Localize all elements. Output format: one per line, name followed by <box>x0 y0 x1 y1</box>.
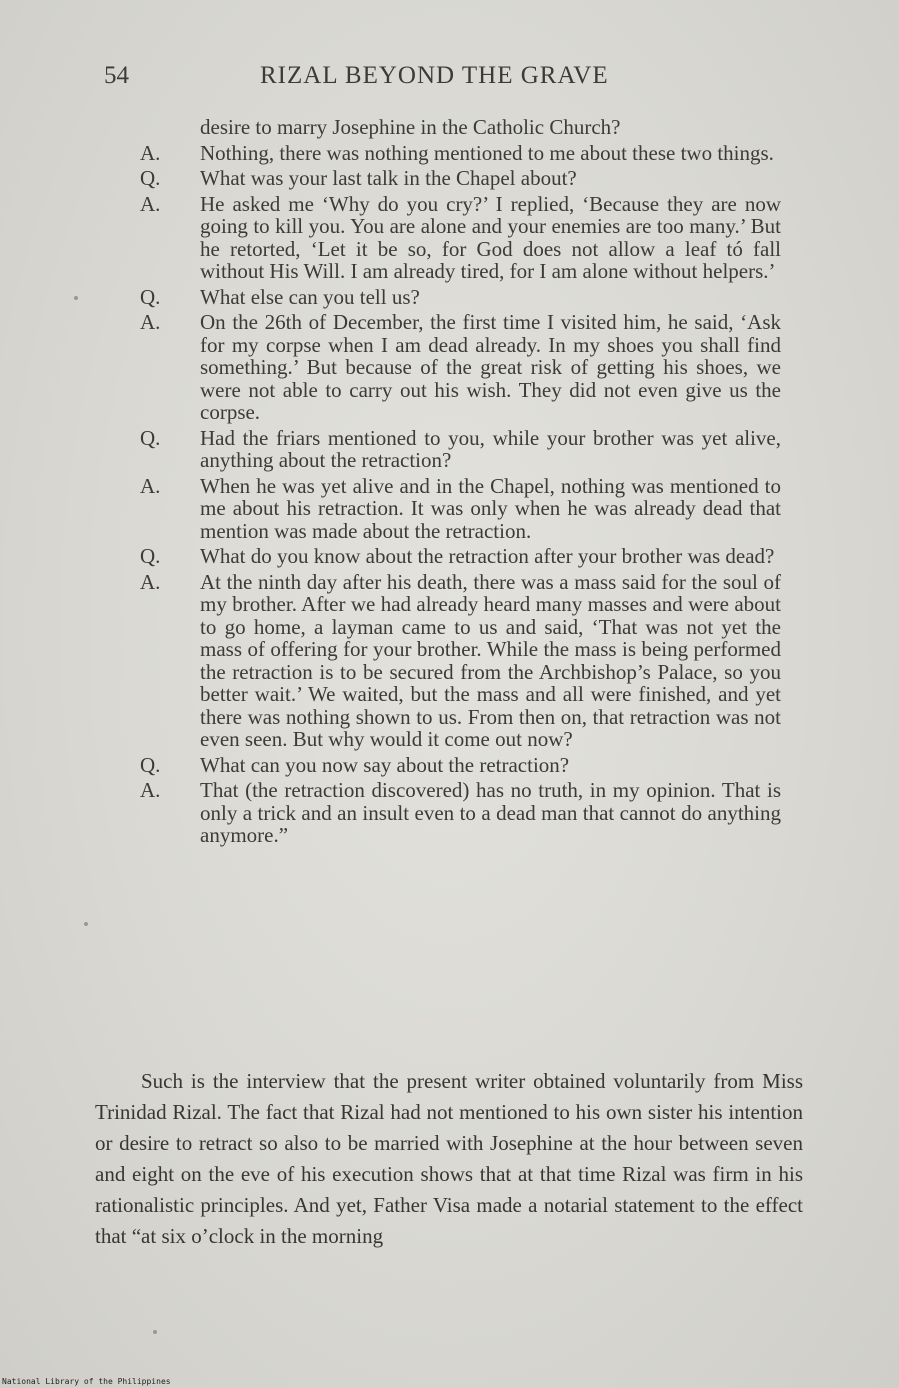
qa-text: Had the friars mentioned to you, while your brother was yet alive, anything about the retraction? <box>200 425 781 472</box>
page-number: 54 <box>104 62 129 89</box>
page-header <box>100 62 800 98</box>
qa-text: When he was yet alive and in the Chapel, nothing was mentioned to me about his retraction. It was only when he was already dead that mention was made about the retraction. <box>200 473 781 543</box>
qa-text: He asked me ‘Why do you cry?’ I replied, ‘Because they are now going to kill you. You are alone and your enemies are too many.’ But he retorted, ‘Let it be so, for God does not allow a leaf tó fall without His Will. I am already tired, for I am alone without helpers.’ <box>200 191 781 283</box>
qa-entry <box>140 311 800 424</box>
paper-speck <box>84 922 88 926</box>
qa-label: A. <box>140 473 161 498</box>
qa-entry <box>140 167 800 190</box>
qa-entry <box>140 427 800 472</box>
qa-entry <box>140 286 800 309</box>
qa-label: A. <box>140 191 161 216</box>
qa-label: Q. <box>140 544 161 568</box>
qa-label: Q. <box>140 425 161 450</box>
qa-text: What was your last talk in the Chapel about? <box>200 166 577 190</box>
qa-label: Q. <box>140 752 161 777</box>
qa-entry <box>140 545 800 568</box>
qa-label: A. <box>140 310 161 334</box>
qa-text: What else can you tell us? <box>200 284 420 309</box>
paper-speck <box>74 296 78 300</box>
qa-text: On the 26th of December, the first time I visited him, he said, ‘Ask for my corpse when I am dead already. In my shoes you shall find something.’ But because of the great risk of getting his shoes, we were not able to carry out his wish. They did not even give us the corpse. <box>200 310 781 424</box>
library-credit: National Library of the Philippines <box>2 1377 171 1386</box>
qa-label: Q. <box>140 166 161 190</box>
qa-text: At the ninth day after his death, there was a mass said for the soul of my brother. After we had already heard many masses and were about to go home, a layman came to us and said, ‘That was not yet the mass of offering for your brother. While the mass is being performed the retraction is to be secured from the Archbishop’s Palace, so you better wait.’ We waited, but the mass and all were finished, and yet there was nothing shown to us. From then on, that retraction was not even seen. But why would it come out now? <box>200 569 781 751</box>
qa-label: A. <box>140 569 161 594</box>
qa-entry <box>140 779 800 847</box>
paper-speck <box>153 1330 157 1334</box>
qa-label: A. <box>140 140 161 165</box>
interview-transcript <box>140 116 800 850</box>
qa-entry <box>140 754 800 777</box>
qa-text: That (the retraction discovered) has no truth, in my opinion. That is only a trick and an insult even to a dead man that cannot do anything anymore.” <box>200 778 781 847</box>
qa-text: What can you now say about the retraction? <box>200 752 570 777</box>
qa-entry <box>140 571 800 751</box>
running-title: RIZAL BEYOND THE GRAVE <box>260 62 609 89</box>
qa-entry <box>140 142 800 165</box>
qa-label: A. <box>140 778 161 802</box>
qa-text: What do you know about the retraction after your brother was dead? <box>200 544 775 568</box>
answer-continuation: desire to marry Josephine in the Catholic Church? <box>200 115 621 139</box>
qa-entry <box>140 193 800 283</box>
qa-entry <box>140 475 800 543</box>
body-paragraph: Such is the interview that the present writer obtained voluntarily from Miss Trinidad Rizal. The fact that Rizal had not mentioned to his own sister his intention or desire to retract so also to be married with Josephine at the hour between seven and eight on the eve of his execution shows that at that time Rizal was firm in his rationalistic principles. And yet, Father Visa made a notarial statement to the effect that “at six o’clock in the morning <box>95 1069 803 1248</box>
qa-label: Q. <box>140 284 161 309</box>
qa-text: Nothing, there was nothing mentioned to me about these two things. <box>200 140 774 165</box>
